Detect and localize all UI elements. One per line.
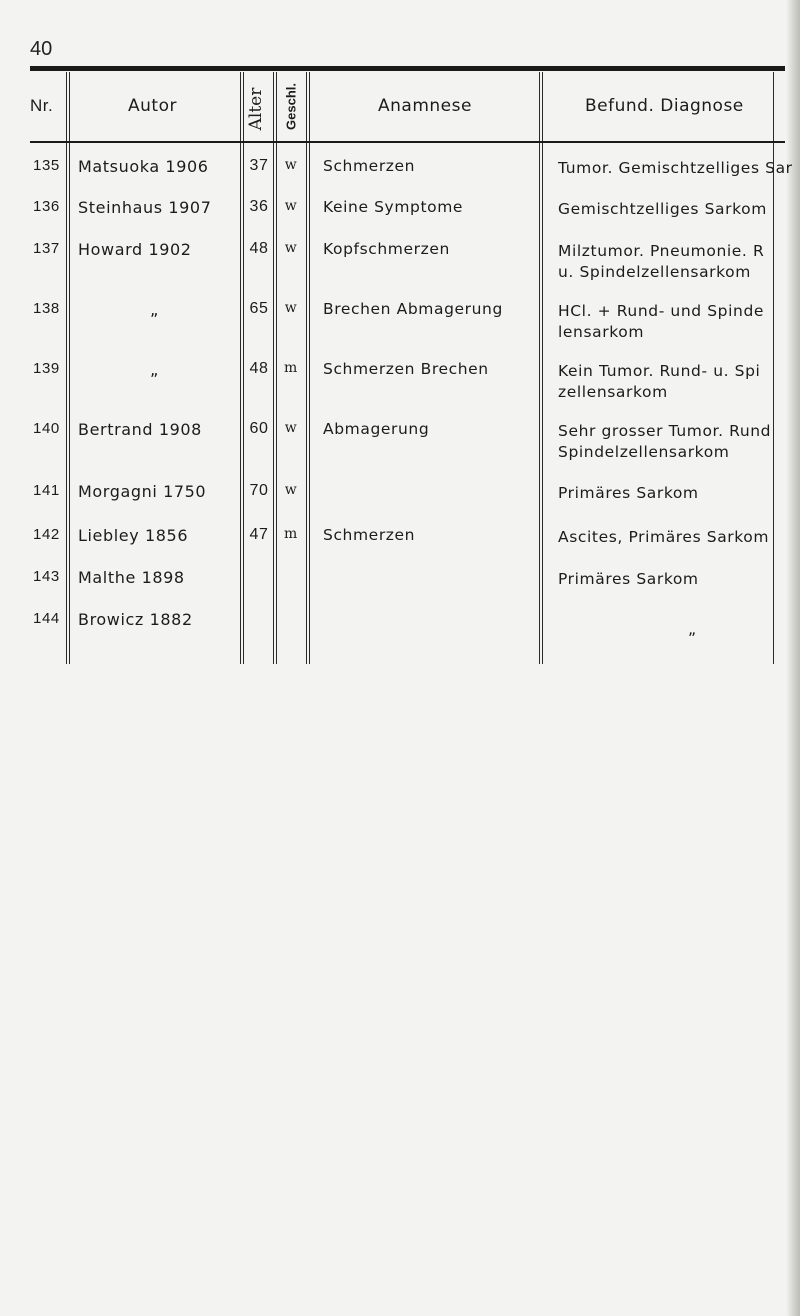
header-nr: Nr. (30, 96, 54, 115)
cell-alter: 48 (249, 360, 269, 377)
cell-geschl: m (284, 526, 298, 542)
cell-befund-line1: Primäres Sarkom (558, 484, 699, 502)
cell-autor: Liebley 1856 (78, 526, 189, 545)
cell-nr: 139 (33, 360, 60, 377)
cell-alter: 65 (249, 300, 269, 317)
cell-geschl: w (284, 300, 298, 316)
header-geschl: Geschl. (283, 83, 299, 130)
cell-befund-line2: zellensarkom (558, 383, 668, 401)
page-edge-shadow (786, 0, 800, 1316)
cell-anamnese: Schmerzen Brechen (323, 360, 489, 378)
header-rule (30, 141, 785, 143)
cell-nr: 142 (33, 526, 60, 543)
cell-alter: 60 (249, 420, 269, 437)
cell-befund-line1: Primäres Sarkom (558, 570, 699, 588)
cell-anamnese: Keine Symptome (323, 198, 464, 216)
top-rule (30, 66, 785, 71)
cell-geschl: m (284, 360, 298, 376)
cell-anamnese: Abmagerung (323, 420, 430, 438)
cell-autor: Howard 1902 (78, 240, 192, 259)
cell-alter: 48 (249, 240, 269, 257)
cell-befund-line1: Milztumor. Pneumonie. R (558, 242, 765, 260)
cell-nr: 138 (33, 300, 60, 317)
cell-befund-line1: HCl. + Rund- und Spinde (558, 302, 765, 320)
header-anamnese: Anamnese (378, 96, 472, 116)
cell-befund-line1: Tumor. Gemischtzelliges Sar (558, 159, 793, 177)
cell-alter: 70 (249, 482, 269, 499)
cell-autor: Bertrand 1908 (78, 420, 202, 439)
cell-nr: 137 (33, 240, 60, 257)
cell-befund-line1: Kein Tumor. Rund- u. Spi (558, 362, 761, 380)
cell-geschl: w (284, 198, 298, 214)
cell-alter: 36 (249, 198, 269, 215)
cell-autor: Malthe 1898 (78, 568, 185, 587)
cell-anamnese: Schmerzen (323, 157, 416, 175)
header-befund: Befund. Diagnose (585, 96, 744, 116)
cell-nr: 136 (33, 198, 60, 215)
cell-geschl: w (284, 482, 298, 498)
cell-geschl: w (284, 157, 298, 173)
cell-anamnese: Kopfschmerzen (323, 240, 450, 258)
cell-geschl: w (284, 240, 298, 256)
cell-alter: 47 (249, 526, 269, 543)
cell-autor: „ (150, 360, 159, 379)
cell-befund-line2: Spindelzellensarkom (558, 443, 730, 461)
cell-alter: 37 (249, 157, 269, 174)
cell-befund-line2: lensarkom (558, 323, 645, 341)
cell-autor: Matsuoka 1906 (78, 157, 209, 176)
cell-autor: Browicz 1882 (78, 610, 193, 629)
page-number: 40 (30, 38, 53, 60)
header-alter: Alter (246, 87, 266, 131)
cell-befund-line1: „ (688, 620, 697, 638)
cell-befund-line2: u. Spindelzellensarkom (558, 263, 751, 281)
cell-autor: Steinhaus 1907 (78, 198, 212, 217)
cell-nr: 141 (33, 482, 60, 499)
cell-befund-line1: Ascites, Primäres Sarkom (558, 528, 770, 546)
cell-autor: „ (150, 300, 159, 319)
cell-autor: Morgagni 1750 (78, 482, 207, 501)
header-autor: Autor (128, 96, 177, 116)
cell-geschl: w (284, 420, 298, 436)
cell-anamnese: Brechen Abmagerung (323, 300, 503, 318)
cell-nr: 135 (33, 157, 60, 174)
cell-nr: 144 (33, 610, 60, 627)
cell-befund-line1: Sehr grosser Tumor. Rund (558, 422, 772, 440)
cell-nr: 143 (33, 568, 60, 585)
cell-nr: 140 (33, 420, 60, 437)
cell-befund-line1: Gemischtzelliges Sarkom (558, 200, 767, 218)
cell-anamnese: Schmerzen (323, 526, 416, 544)
